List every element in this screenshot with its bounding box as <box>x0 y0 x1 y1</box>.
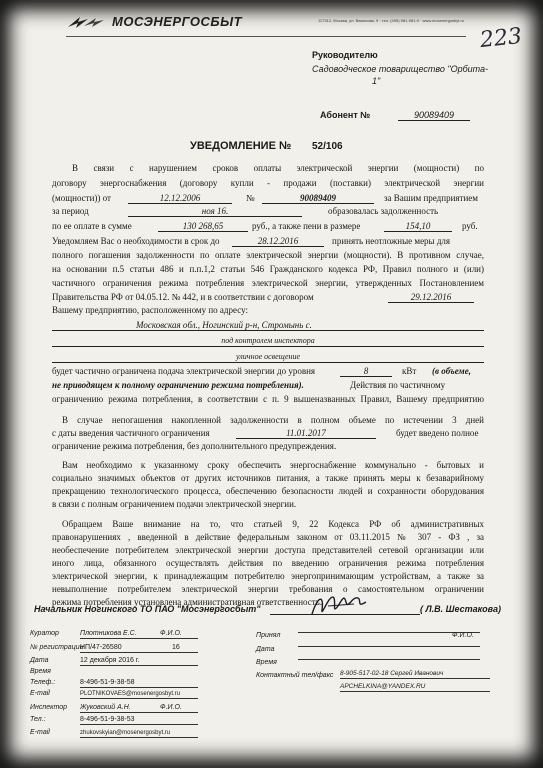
p1-line3-c: за Вашим предприятием <box>384 193 478 203</box>
penalty-sum: 154,10 <box>384 221 452 232</box>
p1-line4-a: за период <box>52 206 89 216</box>
email2-label: E-mail <box>30 729 50 736</box>
inspector-fio-label: Ф.И.О. <box>160 704 182 711</box>
time-label: Время <box>30 668 51 675</box>
inspector-control-line: под контролем инспектора <box>52 336 484 347</box>
date-value: 12 декабря 2016 г. <box>80 657 198 666</box>
r-time-label: Время <box>256 659 277 666</box>
power-level: 8 <box>340 366 392 377</box>
p4-line3: ограничение режима потребления, без дополнительного предупреждения. <box>52 441 337 451</box>
p1-line5-b: руб., а также пени в размере <box>252 221 361 231</box>
date-label: Дата <box>30 657 49 664</box>
p5-line3: прекращению технологического процесса, обеспечению безопасности людей и сохранности оборудования <box>52 486 484 496</box>
reg-value: НП/47-26580 <box>80 644 198 653</box>
recipient-line3: 1" <box>372 76 381 86</box>
curator-label: Куратор <box>30 630 59 637</box>
accepted-fio-label: Ф.И.О. <box>452 632 474 639</box>
p5-line4: в связи с полным ограничением подачи электрической энергии. <box>52 499 297 509</box>
deadline-date: 28.12.2016 <box>232 236 324 247</box>
p4-line1: В случае непогашения накопленной задолженности в полном объеме по истечении 3 дней <box>62 415 484 425</box>
phone-label: Телеф.: <box>30 679 56 686</box>
accepted-label: Принял <box>256 632 281 639</box>
p4-line2-a: с даты введения частичного ограничения <box>52 428 210 438</box>
company-name: МОСЭНЕРГОСБЫТ <box>112 14 243 29</box>
p6-line3: необеспечение потребителем электрической энергии доступа представителей сетевой организации или <box>52 545 484 555</box>
p2-line1-b: принять неотложные меры для <box>332 236 451 246</box>
agreement-date: 29.12.2016 <box>388 292 474 303</box>
inspector-name: Жуковский А.Н. <box>80 704 198 713</box>
p3-line1-c: (в объеме, <box>432 366 471 376</box>
p4-line2-b: будет введено полное <box>396 428 479 438</box>
p6-line4: иного лица, обязанного осуществлять действия по введению ограничения режима потребления <box>52 558 484 568</box>
contract-number: 90089409 <box>262 193 374 204</box>
debt-sum: 130 268,65 <box>158 221 248 232</box>
p1-line2: договору энергоснабжения (договору купли - продажи (поставки) электрической энергии <box>52 178 484 188</box>
notice-title: УВЕДОМЛЕНИЕ № <box>190 140 292 152</box>
p6-line7: режима потребления установлена административная ответственность. <box>52 597 323 607</box>
signature-scribble <box>308 588 370 622</box>
object-value: уличное освещение <box>52 352 484 363</box>
p3-line2-b: Действия по частичному <box>350 380 446 390</box>
company-logo <box>66 14 242 29</box>
p1-line3-b: № <box>246 193 255 203</box>
period-value: ноя 16. <box>128 206 302 217</box>
p6-line5: электрической энергии, к принадлежащим потребителю энергопринимающим устройствам, а также за <box>52 571 484 581</box>
p1-line1: В связи с нарушением сроков оплаты электрической энергии (мощности) по <box>72 163 484 173</box>
p5-line1: Вам необходимо к указанному сроку обеспечить энергоснабжение коммунально - бытовых и <box>62 460 484 470</box>
p2-line3: на основании п.5 статьи 486 и п.п.1,2 статьи 546 Гражданского кодекса РФ, Правил полного и (или) <box>52 264 484 274</box>
tel-value: 8-496-51-9-38-53 <box>80 716 198 725</box>
r-time-line <box>298 659 480 660</box>
reg-label: № регистрации <box>30 644 84 651</box>
p3-line1-b: кВт <box>402 366 417 376</box>
email-value[interactable]: PLOTNIKOVAES@mosenergosbyt.ru <box>80 690 198 699</box>
r-date-label: Дата <box>256 646 275 653</box>
tel-label: Тел.: <box>30 716 46 723</box>
p5-line2: социально значимых объектов от других источников питания, а также принять меры к безаварийному <box>52 473 484 483</box>
contact-value: 8-905-517-02-18 Сергей Иванович <box>340 670 490 679</box>
contract-date: 12.12.2006 <box>128 193 232 204</box>
r-date-line <box>298 646 480 647</box>
p1-line3-a: (мощности)) от <box>52 193 111 203</box>
contact-email[interactable]: APCHELKINA@YANDEX.RU <box>340 683 490 692</box>
email2-value[interactable]: zhukovskyian@mosenergosbyt.ru <box>80 729 198 738</box>
p3-line1-a: будет частично ограничена подача электрической энергии до уровня <box>52 366 316 376</box>
p6-line6: невыполнение потребителем электрической энергии требования о самостоятельном ограничении <box>52 584 484 594</box>
p2-line5-a: Правительства РФ от 04.05.12. № 442, и в соответствии с договором <box>52 292 314 302</box>
company-address: 117312, Москва, ул. Вавилова, 9 · тел. (495) 981-981-9 · www.mosenergosbyt.ru <box>318 18 465 23</box>
p6-line2: правонарушениях , введенной в действие федеральным законом от 03.11.2015 № 307 - ФЗ , за <box>52 532 484 542</box>
header-divider <box>66 36 466 37</box>
contact-label: Контактный тел/факс <box>256 672 334 679</box>
notice-number: 52/106 <box>312 141 343 152</box>
lightning-logo-icon <box>66 15 106 29</box>
reg-suffix: 16 <box>172 644 180 651</box>
curator-fio-label: Ф.И.О. <box>160 630 182 637</box>
email-label: E-mail <box>30 690 50 697</box>
p2-line1-a: Уведомляем Вас о необходимости в срок до <box>52 236 220 246</box>
p1-line5-a: по ее оплате в сумме <box>52 221 132 231</box>
chief-title: Начальник Ногинского ТО ПАО "Мосэнергосбыт" <box>34 604 261 614</box>
recipient-line1: Руководителю <box>312 50 378 60</box>
p2-line2: полного погашения задолженности по оплате электрической энергии (мощности). В противном случае, <box>52 250 484 260</box>
full-limit-date: 11.01.2017 <box>236 428 376 439</box>
p3-line3: ограничению режима потребления, в соответствии с п. 9 вышеназванных Правил, Вашему предприятию <box>52 394 484 404</box>
location-value: Московская обл., Ногинский р-н, Стромынь с. <box>52 320 484 331</box>
chief-name: ( Л.В. Шестакова) <box>420 604 501 614</box>
inspector-label: Инспектор <box>30 704 68 711</box>
subscriber-number: 90089409 <box>398 110 470 121</box>
phone-value: 8-496-51-9-38-58 <box>80 679 198 688</box>
p2-line6: Вашему предприятию, расположенному по адресу: <box>52 305 248 315</box>
p3-line2-a: не приводящем к полному ограничению режима потребления). <box>52 380 304 390</box>
subscriber-label: Абонент № <box>320 110 371 120</box>
handwritten-number: 223 <box>478 23 524 54</box>
curator-name: Плотникова Е.С. <box>80 630 198 639</box>
p6-line1: Обращаем Ваше внимание на то, что статьей 9, 22 Кодекса РФ об административных <box>62 519 484 529</box>
recipient-line2: Садоводческое товарищество "Орбита- <box>312 64 489 74</box>
p1-line4-b: образовалась задолженность <box>328 206 439 216</box>
p1-line5-c: руб. <box>462 221 478 231</box>
p2-line4: частичного ограничения режима потребления электрической энергии, утвержденных Постановлением <box>52 278 484 288</box>
